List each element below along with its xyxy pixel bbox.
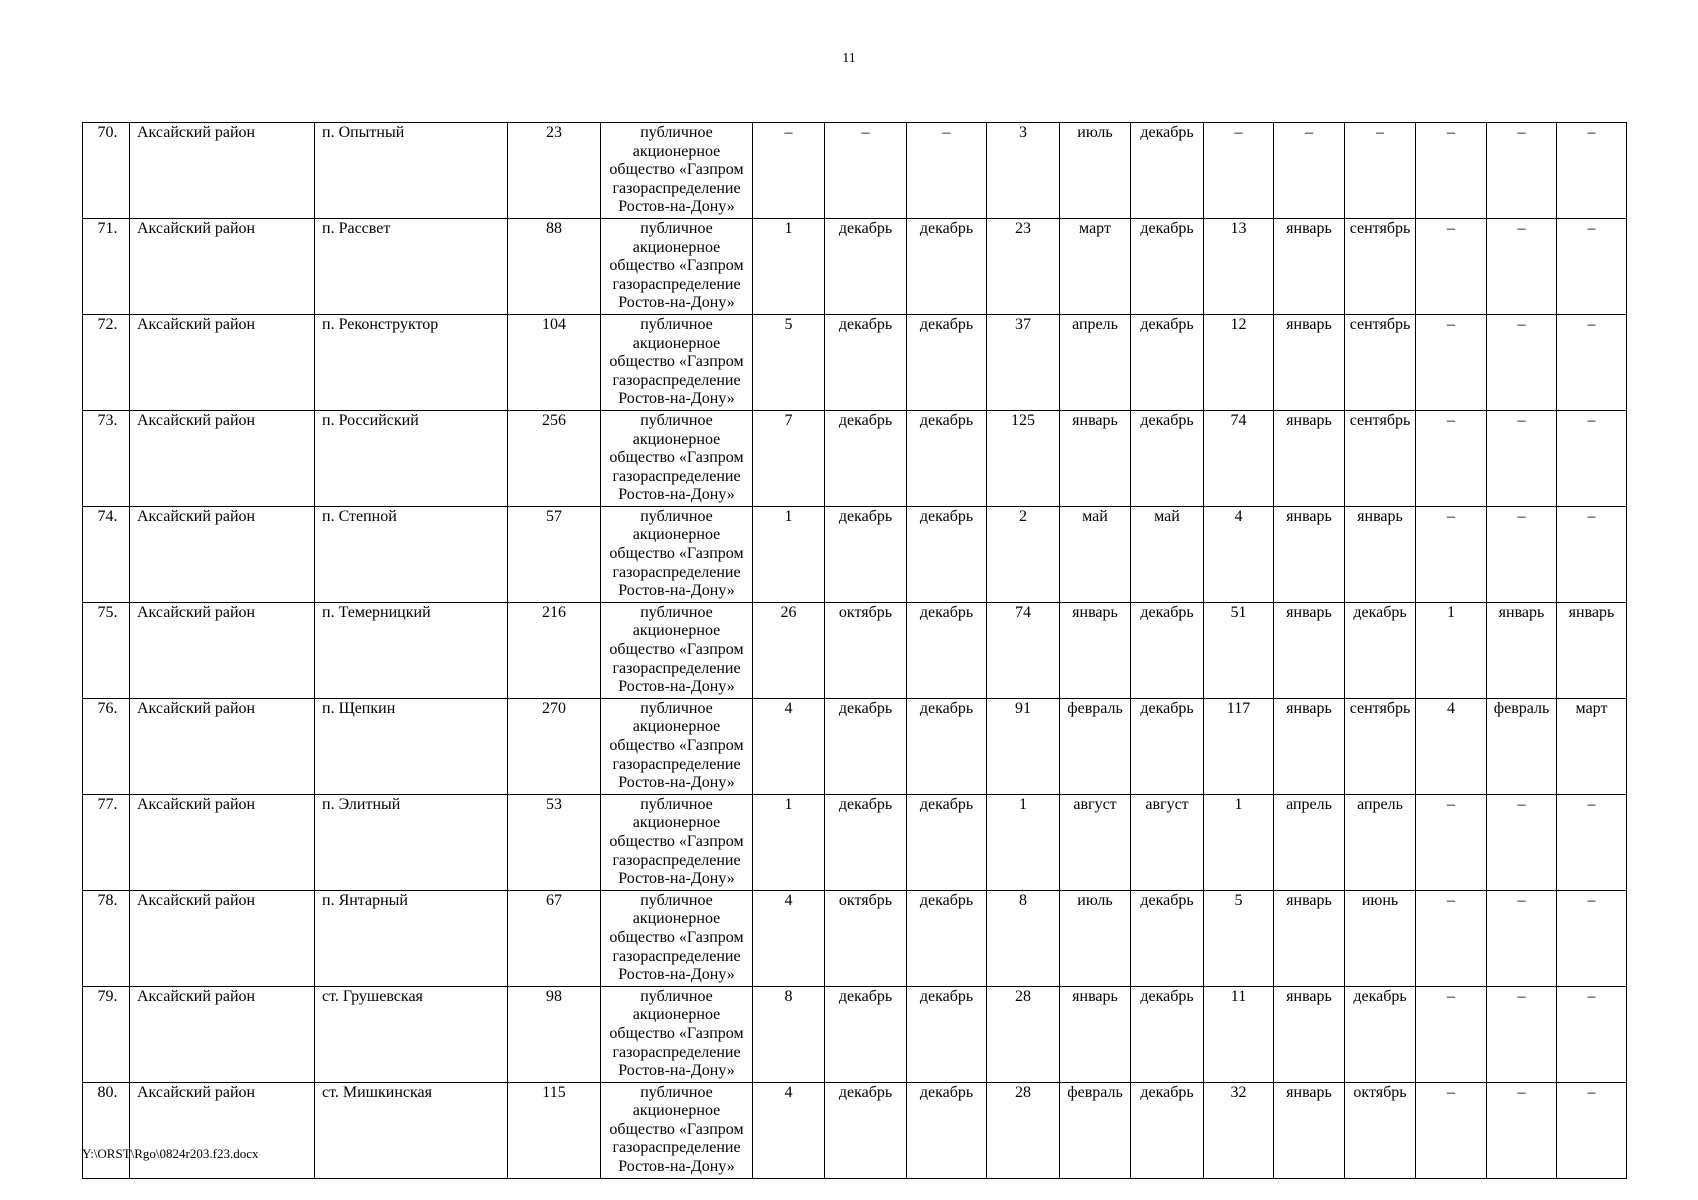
schedule-cell-c1: 5 (753, 314, 825, 410)
organization-line: газораспределение (612, 659, 741, 677)
row-number: 70. (83, 123, 130, 219)
schedule-cell-c8: январь (1274, 986, 1345, 1082)
household-count-cell: 115 (508, 1082, 601, 1178)
organization-cell (601, 1082, 753, 1178)
schedule-cell-c8: январь (1274, 1082, 1345, 1178)
organization-line: публичное (640, 603, 713, 621)
organization-line: Ростов-на-Дону» (618, 1158, 735, 1176)
table-row (83, 602, 1627, 698)
row-number: 75. (83, 602, 130, 698)
schedule-cell-c6: декабрь (1131, 123, 1204, 219)
schedule-cell-c2: – (825, 123, 907, 219)
row-number: 76. (83, 698, 130, 794)
schedule-cell-c4: 23 (987, 218, 1060, 314)
schedule-cell-c3: декабрь (907, 986, 987, 1082)
schedule-cell-c12: март (1557, 698, 1627, 794)
schedule-cell-c10: 1 (1416, 602, 1487, 698)
organization-line: акционерное (632, 718, 721, 736)
schedule-cell-c5: январь (1060, 602, 1131, 698)
organization-line: общество «Газпром (609, 641, 744, 659)
schedule-cell-c12: – (1557, 986, 1627, 1082)
organization-line: акционерное (632, 622, 721, 640)
schedule-cell-c4: 91 (987, 698, 1060, 794)
organization-line: Ростов-на-Дону» (618, 294, 735, 312)
schedule-cell-c2: октябрь (825, 602, 907, 698)
organization-line: газораспределение (612, 467, 741, 485)
schedule-cell-c4: 37 (987, 314, 1060, 410)
schedule-cell-c5: май (1060, 506, 1131, 602)
organization-line: газораспределение (612, 563, 741, 581)
organization-line: общество «Газпром (609, 1120, 744, 1138)
household-count-cell: 256 (508, 410, 601, 506)
organization-cell (601, 410, 753, 506)
settlement-cell: п. Реконструктор (315, 314, 508, 410)
row-number: 71. (83, 218, 130, 314)
organization-cell (601, 218, 753, 314)
household-count-cell: 23 (508, 123, 601, 219)
schedule-cell-c8: январь (1274, 602, 1345, 698)
organization-line: публичное (640, 699, 713, 717)
table-row (83, 123, 1627, 219)
schedule-cell-c10: – (1416, 890, 1487, 986)
schedule-cell-c9: сентябрь (1345, 410, 1416, 506)
schedule-cell-c4: 1 (987, 794, 1060, 890)
schedule-cell-c5: январь (1060, 410, 1131, 506)
schedule-cell-c9: сентябрь (1345, 218, 1416, 314)
row-number: 77. (83, 794, 130, 890)
schedule-cell-c5: март (1060, 218, 1131, 314)
schedule-cell-c10: – (1416, 1082, 1487, 1178)
schedule-cell-c2: декабрь (825, 218, 907, 314)
schedule-cell-c6: декабрь (1131, 314, 1204, 410)
schedule-cell-c1: 7 (753, 410, 825, 506)
organization-line: Ростов-на-Дону» (618, 390, 735, 408)
district-cell: Аксайский район (130, 410, 315, 506)
household-count-cell: 53 (508, 794, 601, 890)
schedule-cell-c6: декабрь (1131, 890, 1204, 986)
schedule-cell-c11: – (1487, 890, 1557, 986)
schedule-cell-c8: апрель (1274, 794, 1345, 890)
organization-line: Ростов-на-Дону» (618, 678, 735, 696)
schedule-cell-c7: 51 (1204, 602, 1274, 698)
schedule-cell-c11: февраль (1487, 698, 1557, 794)
schedule-cell-c10: – (1416, 794, 1487, 890)
household-count-cell: 67 (508, 890, 601, 986)
schedule-cell-c11: – (1487, 123, 1557, 219)
schedule-cell-c11: – (1487, 794, 1557, 890)
settlement-cell: п. Опытный (315, 123, 508, 219)
schedule-cell-c9: сентябрь (1345, 314, 1416, 410)
organization-line: общество «Газпром (609, 353, 744, 371)
settlement-cell: п. Элитный (315, 794, 508, 890)
organization-line: акционерное (632, 142, 721, 160)
organization-line: общество «Газпром (609, 737, 744, 754)
organization-line: газораспределение (612, 1139, 741, 1157)
schedule-cell-c6: май (1131, 506, 1204, 602)
organization-cell (601, 123, 753, 219)
schedule-cell-c11: – (1487, 314, 1557, 410)
schedule-cell-c10: – (1416, 218, 1487, 314)
table-row (83, 314, 1627, 410)
schedule-cell-c9: – (1345, 123, 1416, 219)
schedule-cell-c11: – (1487, 986, 1557, 1082)
organization-line: газораспределение (612, 755, 741, 773)
organization-line: газораспределение (612, 1043, 741, 1061)
organization-line: газораспределение (612, 179, 741, 197)
district-cell: Аксайский район (130, 794, 315, 890)
table-row (83, 986, 1627, 1082)
schedule-cell-c1: 1 (753, 794, 825, 890)
organization-line: общество «Газпром (609, 257, 744, 275)
schedule-cell-c12: – (1557, 506, 1627, 602)
schedule-cell-c10: 4 (1416, 698, 1487, 794)
organization-cell (601, 506, 753, 602)
schedule-cell-c6: декабрь (1131, 698, 1204, 794)
organization-line: Ростов-на-Дону» (618, 198, 735, 216)
document-file-path: Y:\ORST\Rgo\0824r203.f23.docx (82, 1146, 259, 1161)
schedule-cell-c7: 117 (1204, 698, 1274, 794)
schedule-cell-c7: 12 (1204, 314, 1274, 410)
schedule-cell-c6: декабрь (1131, 602, 1204, 698)
district-cell: Аксайский район (130, 218, 315, 314)
schedule-cell-c12: – (1557, 794, 1627, 890)
schedule-cell-c12: январь (1557, 602, 1627, 698)
schedule-cell-c3: декабрь (907, 602, 987, 698)
schedule-cell-c1: 1 (753, 506, 825, 602)
organization-line: газораспределение (612, 275, 741, 293)
table-row (83, 506, 1627, 602)
schedule-cell-c9: октябрь (1345, 1082, 1416, 1178)
schedule-cell-c10: – (1416, 123, 1487, 219)
table-row (83, 890, 1627, 986)
schedule-cell-c4: 74 (987, 602, 1060, 698)
schedule-cell-c7: 13 (1204, 218, 1274, 314)
schedule-cell-c9: декабрь (1345, 602, 1416, 698)
organization-line: публичное (640, 795, 713, 813)
organization-line: акционерное (632, 814, 721, 832)
organization-cell (601, 794, 753, 890)
district-cell: Аксайский район (130, 890, 315, 986)
organization-line: газораспределение (612, 851, 741, 869)
schedule-cell-c1: 4 (753, 1082, 825, 1178)
schedule-cell-c11: – (1487, 218, 1557, 314)
schedule-cell-c2: декабрь (825, 1082, 907, 1178)
schedule-cell-c7: 4 (1204, 506, 1274, 602)
row-number: 80. (83, 1082, 130, 1178)
organization-line: общество «Газпром (609, 832, 744, 850)
organization-cell (601, 314, 753, 410)
organization-line: публичное (640, 1083, 713, 1101)
schedule-cell-c2: декабрь (825, 506, 907, 602)
district-cell: Аксайский район (130, 506, 315, 602)
organization-cell (601, 602, 753, 698)
organization-line: Ростов-на-Дону» (618, 582, 735, 600)
schedule-cell-c5: февраль (1060, 1082, 1131, 1178)
organization-line: Ростов-на-Дону» (618, 966, 735, 984)
district-cell: Аксайский район (130, 314, 315, 410)
schedule-cell-c8: январь (1274, 218, 1345, 314)
schedule-cell-c3: декабрь (907, 698, 987, 794)
settlement-cell: п. Янтарный (315, 890, 508, 986)
table-row (83, 410, 1627, 506)
schedule-cell-c11: – (1487, 506, 1557, 602)
schedule-cell-c12: – (1557, 123, 1627, 219)
schedule-cell-c4: 28 (987, 986, 1060, 1082)
organization-line: акционерное (632, 1006, 721, 1024)
schedule-cell-c1: 4 (753, 698, 825, 794)
schedule-cell-c8: январь (1274, 410, 1345, 506)
schedule-cell-c5: январь (1060, 986, 1131, 1082)
schedule-cell-c4: 3 (987, 123, 1060, 219)
schedule-cell-c7: 11 (1204, 986, 1274, 1082)
schedule-cell-c5: апрель (1060, 314, 1131, 410)
organization-line: общество «Газпром (609, 449, 744, 467)
schedule-cell-c9: июнь (1345, 890, 1416, 986)
schedule-cell-c8: январь (1274, 890, 1345, 986)
organization-line: публичное (640, 219, 713, 237)
schedule-cell-c5: август (1060, 794, 1131, 890)
schedule-cell-c12: – (1557, 1082, 1627, 1178)
settlement-cell: п. Степной (315, 506, 508, 602)
settlement-cell: ст. Мишкинская (315, 1082, 508, 1178)
schedule-cell-c2: декабрь (825, 986, 907, 1082)
schedule-cell-c12: – (1557, 314, 1627, 410)
settlement-cell: ст. Грушевская (315, 986, 508, 1082)
schedule-cell-c1: 4 (753, 890, 825, 986)
schedule-cell-c11: – (1487, 1082, 1557, 1178)
table-row (83, 794, 1627, 890)
organization-line: акционерное (632, 238, 721, 256)
schedule-cell-c9: январь (1345, 506, 1416, 602)
organization-cell (601, 698, 753, 794)
schedule-cell-c12: – (1557, 218, 1627, 314)
schedule-cell-c4: 2 (987, 506, 1060, 602)
schedule-cell-c6: декабрь (1131, 218, 1204, 314)
schedule-cell-c9: декабрь (1345, 986, 1416, 1082)
district-cell: Аксайский район (130, 986, 315, 1082)
household-count-cell: 57 (508, 506, 601, 602)
organization-line: публичное (640, 891, 713, 909)
gasification-schedule-table (82, 122, 1627, 1179)
organization-cell (601, 986, 753, 1082)
organization-line: Ростов-на-Дону» (618, 486, 735, 504)
row-number: 78. (83, 890, 130, 986)
schedule-cell-c6: декабрь (1131, 1082, 1204, 1178)
organization-line: Ростов-на-Дону» (618, 1062, 735, 1080)
organization-line: общество «Газпром (609, 1024, 744, 1042)
schedule-cell-c3: декабрь (907, 1082, 987, 1178)
schedule-cell-c12: – (1557, 410, 1627, 506)
table-body (83, 123, 1627, 1179)
row-number: 72. (83, 314, 130, 410)
schedule-cell-c7: 1 (1204, 794, 1274, 890)
schedule-cell-c6: декабрь (1131, 410, 1204, 506)
schedule-cell-c1: 1 (753, 218, 825, 314)
household-count-cell: 98 (508, 986, 601, 1082)
district-cell: Аксайский район (130, 698, 315, 794)
schedule-cell-c4: 28 (987, 1082, 1060, 1178)
schedule-cell-c1: – (753, 123, 825, 219)
schedule-cell-c6: декабрь (1131, 986, 1204, 1082)
organization-line: акционерное (632, 334, 721, 352)
organization-line: акционерное (632, 430, 721, 448)
organization-line: публичное (640, 315, 713, 333)
organization-line: акционерное (632, 910, 721, 928)
schedule-cell-c11: – (1487, 410, 1557, 506)
household-count-cell: 88 (508, 218, 601, 314)
organization-line: Ростов-на-Дону» (618, 870, 735, 888)
schedule-cell-c7: – (1204, 123, 1274, 219)
schedule-cell-c12: – (1557, 890, 1627, 986)
schedule-cell-c7: 74 (1204, 410, 1274, 506)
schedule-cell-c8: январь (1274, 698, 1345, 794)
schedule-cell-c5: июль (1060, 123, 1131, 219)
schedule-cell-c7: 32 (1204, 1082, 1274, 1178)
schedule-cell-c3: – (907, 123, 987, 219)
organization-line: газораспределение (612, 947, 741, 965)
organization-line: Ростов-на-Дону» (618, 774, 735, 792)
schedule-cell-c5: июль (1060, 890, 1131, 986)
schedule-cell-c2: декабрь (825, 410, 907, 506)
page-number: 11 (842, 51, 856, 66)
schedule-cell-c2: октябрь (825, 890, 907, 986)
schedule-cell-c8: январь (1274, 314, 1345, 410)
schedule-cell-c2: декабрь (825, 794, 907, 890)
settlement-cell: п. Рассвет (315, 218, 508, 314)
schedule-cell-c10: – (1416, 506, 1487, 602)
settlement-cell: п. Темерницкий (315, 602, 508, 698)
table-row (83, 218, 1627, 314)
schedule-cell-c3: декабрь (907, 890, 987, 986)
schedule-cell-c3: декабрь (907, 410, 987, 506)
organization-line: газораспределение (612, 371, 741, 389)
household-count-cell: 104 (508, 314, 601, 410)
schedule-cell-c10: – (1416, 986, 1487, 1082)
schedule-cell-c2: декабрь (825, 314, 907, 410)
row-number: 74. (83, 506, 130, 602)
organization-line: общество «Газпром (609, 928, 744, 946)
schedule-cell-c6: август (1131, 794, 1204, 890)
organization-line: публичное (640, 987, 713, 1005)
household-count-cell: 270 (508, 698, 601, 794)
schedule-cell-c4: 125 (987, 410, 1060, 506)
settlement-cell: п. Российский (315, 410, 508, 506)
schedule-cell-c10: – (1416, 410, 1487, 506)
schedule-cell-c9: сентябрь (1345, 698, 1416, 794)
row-number: 79. (83, 986, 130, 1082)
schedule-cell-c2: декабрь (825, 698, 907, 794)
district-cell: Аксайский район (130, 1082, 315, 1178)
schedule-cell-c1: 26 (753, 602, 825, 698)
schedule-cell-c3: декабрь (907, 794, 987, 890)
schedule-cell-c3: декабрь (907, 218, 987, 314)
household-count-cell: 216 (508, 602, 601, 698)
organization-line: публичное (640, 411, 713, 429)
organization-line: акционерное (632, 1102, 721, 1120)
schedule-cell-c10: – (1416, 314, 1487, 410)
schedule-cell-c1: 8 (753, 986, 825, 1082)
district-cell: Аксайский район (130, 123, 315, 219)
schedule-cell-c5: февраль (1060, 698, 1131, 794)
schedule-cell-c4: 8 (987, 890, 1060, 986)
table-row (83, 698, 1627, 794)
district-cell: Аксайский район (130, 602, 315, 698)
schedule-cell-c11: январь (1487, 602, 1557, 698)
organization-line: публичное (640, 507, 713, 525)
organization-cell (601, 890, 753, 986)
schedule-cell-c8: январь (1274, 506, 1345, 602)
schedule-cell-c3: декабрь (907, 314, 987, 410)
table-row (83, 1082, 1627, 1178)
schedule-cell-c7: 5 (1204, 890, 1274, 986)
organization-line: общество «Газпром (609, 161, 744, 179)
organization-line: акционерное (632, 526, 721, 544)
schedule-cell-c8: – (1274, 123, 1345, 219)
organization-line: общество «Газпром (609, 545, 744, 563)
organization-line: публичное (640, 124, 713, 141)
schedule-cell-c3: декабрь (907, 506, 987, 602)
row-number: 73. (83, 410, 130, 506)
schedule-cell-c9: апрель (1345, 794, 1416, 890)
settlement-cell: п. Щепкин (315, 698, 508, 794)
